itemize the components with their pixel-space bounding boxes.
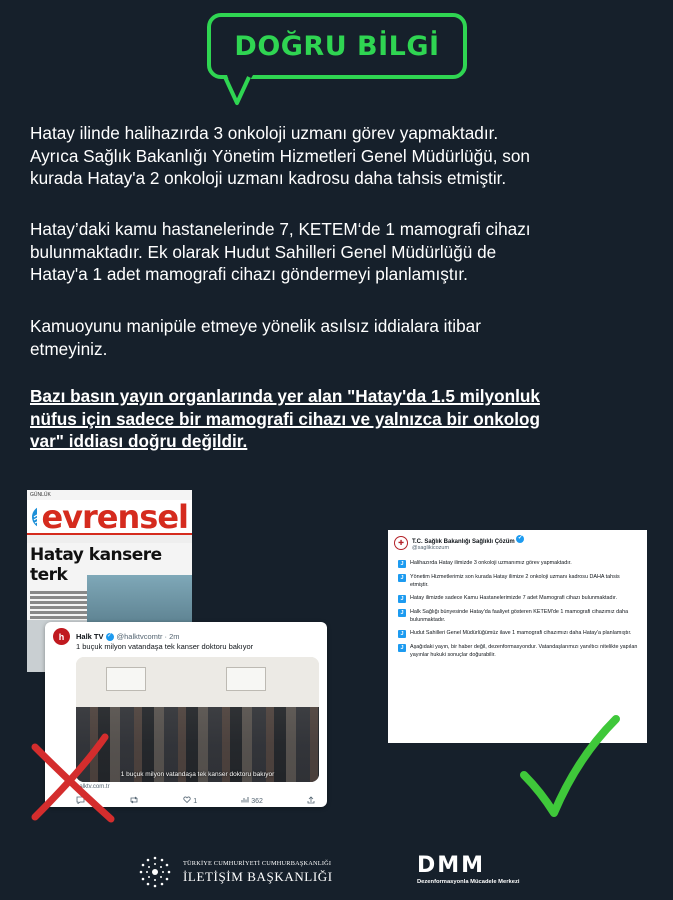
text-line: bulunmaktadır. Ek olarak Hudut Sahilleri Genel Müdürlüğü de bbox=[30, 241, 497, 262]
wrong-cross-icon bbox=[27, 733, 117, 823]
paragraph-mammography bbox=[30, 218, 645, 286]
like-count: 1 bbox=[183, 796, 197, 806]
share-icon bbox=[307, 796, 315, 806]
newspaper-logo: evrensel bbox=[41, 497, 188, 536]
tweet-text: 1 buçuk milyon vatandaşa tek kanser doktoru bakıyor bbox=[76, 642, 254, 651]
ministry-post-item bbox=[388, 560, 647, 568]
ministry-handle: @saglikicozum bbox=[412, 545, 450, 551]
text-line: Ayrıca Sağlık Bakanlığı Yönetim Hizmetleri Genel Müdürlüğü, son bbox=[30, 145, 530, 166]
ministry-logo-icon: ✚ bbox=[394, 536, 408, 550]
text-line: nüfus için sadece bir mamografi cihazı ve yalnızca bir onkolog bbox=[30, 408, 541, 429]
correct-check-icon bbox=[512, 713, 622, 823]
item-marker-icon: J bbox=[398, 644, 406, 652]
item-marker-icon: J bbox=[398, 560, 406, 568]
text-line: etmeyiniz. bbox=[30, 338, 108, 359]
text-line: var" iddiası doğru değildir. bbox=[30, 431, 248, 451]
dmm-logo bbox=[417, 853, 520, 885]
view-count: 362 bbox=[241, 796, 263, 806]
ministry-post-item-text: Hudut Sahilleri Genel Müdürlüğümüz ilave 1 mamografi cihazımızı daha Hatay'a planlamıştır. bbox=[410, 630, 632, 637]
ministry-post-item bbox=[388, 609, 647, 624]
retweet-icon bbox=[129, 796, 139, 806]
presidency-label: TÜRKİYE CUMHURİYETİ CUMHURBAŞKANLIĞI bbox=[183, 859, 332, 867]
ministry-account-name: T.C. Sağlık Bakanlığı Sağlıklı Çözüm ✓ bbox=[412, 535, 527, 545]
text-line: Hatay ilinde halihazırda 3 onkoloji uzmanı görev yapmaktadır. bbox=[30, 123, 499, 143]
ministry-post-item bbox=[388, 595, 647, 603]
text-line: kurada Hatay'a 2 onkoloji uzmanı kadrosu daha tahsis etmiştir. bbox=[30, 168, 507, 188]
item-marker-icon: J bbox=[398, 595, 406, 603]
dmm-subtitle: Dezenformasyonla Mücadele Merkezi bbox=[417, 879, 520, 885]
text-line: Hatay’daki kamu hastanelerinde 7, KETEM‘de 1 mamografi cihazı bbox=[30, 219, 531, 239]
directorate-label: İLETİŞİM BAŞKANLIĞI bbox=[183, 868, 333, 884]
newspaper-masthead bbox=[27, 497, 192, 536]
item-marker-icon: J bbox=[398, 630, 406, 638]
tweet-author-name: Halk TV bbox=[76, 632, 104, 641]
item-marker-icon: J bbox=[398, 609, 406, 617]
ministry-post-item-text: Halihazırda Hatay ilimizde 3 onkoloji uzmanımız görev yapmaktadır. bbox=[410, 560, 572, 566]
paragraph-claim-false bbox=[30, 385, 645, 453]
text-line: Hatay'a 1 adet mamografi cihazı göndermeyi planlamıştır. bbox=[30, 264, 468, 284]
ministry-post-item bbox=[388, 630, 647, 638]
ministry-post-card bbox=[388, 530, 647, 743]
media-caption: 1 buçuk milyon vatandaşa tek kanser doktoru bakıyor bbox=[120, 771, 275, 778]
verified-badge-icon bbox=[106, 633, 114, 641]
text-line: Kamuoyunu manipüle etmeye yönelik asılsız iddialara itibar bbox=[30, 316, 481, 336]
ministry-post-item-text: Halk Sağlığı bünyesinde Hatay'da faaliyet gösteren KETEM'de 1 mamografi cihazımız daha bulunmaktadır. bbox=[410, 609, 629, 623]
newspaper-topline: GÜNLÜK bbox=[30, 492, 51, 498]
tweet-handle: @halktvcomtr · 2m bbox=[116, 632, 180, 641]
views-icon bbox=[241, 796, 249, 803]
verified-badge-icon bbox=[516, 535, 524, 543]
text-line: Bazı basın yayın organlarında yer alan "Hatay'da 1.5 milyonluk bbox=[30, 386, 540, 406]
newspaper-headline: Hatay kansere terk bbox=[30, 545, 162, 585]
presidency-emblem-icon bbox=[135, 852, 175, 892]
badge-label: DOĞRU BİLGİ bbox=[234, 30, 440, 62]
ministry-post-item bbox=[388, 644, 647, 659]
ministry-post-item-text: Yönetim Hizmetlerimiz son kurada Hatay ilimize 2 onkoloji uzmanı kadrosu DAHA tahsis etmiştir. bbox=[410, 574, 620, 588]
newspaper-subline bbox=[27, 535, 192, 543]
iletisim-baskanligi-logo bbox=[135, 852, 333, 892]
ministry-post-item-text: Aşağıdaki yayın, bir haber değil, dezenformasyondur. Vatandaşlarımızı yanıltıcı nitelikte yapılan yayınlar hukuki sonuçlar doğurabilir. bbox=[410, 644, 638, 658]
ministry-post-header bbox=[388, 530, 647, 554]
dmm-wordmark: DMM bbox=[417, 853, 486, 878]
heart-icon bbox=[183, 796, 191, 803]
speech-bubble-tail-icon bbox=[215, 75, 265, 107]
dogru-bilgi-badge bbox=[207, 13, 467, 79]
globe-icon bbox=[31, 505, 37, 529]
paragraph-oncology bbox=[30, 122, 645, 190]
tweet-link-domain: halktv.com.tr bbox=[76, 784, 110, 790]
item-marker-icon: J bbox=[398, 574, 406, 582]
ministry-post-item-text: Hatay ilimizde sadece Kamu Hastanelerimizde 7 adet Mamografi cihazı bulunmaktadır. bbox=[410, 595, 618, 602]
paragraph-warning bbox=[30, 315, 645, 360]
avatar: h bbox=[53, 628, 70, 645]
ministry-post-item bbox=[388, 574, 647, 589]
